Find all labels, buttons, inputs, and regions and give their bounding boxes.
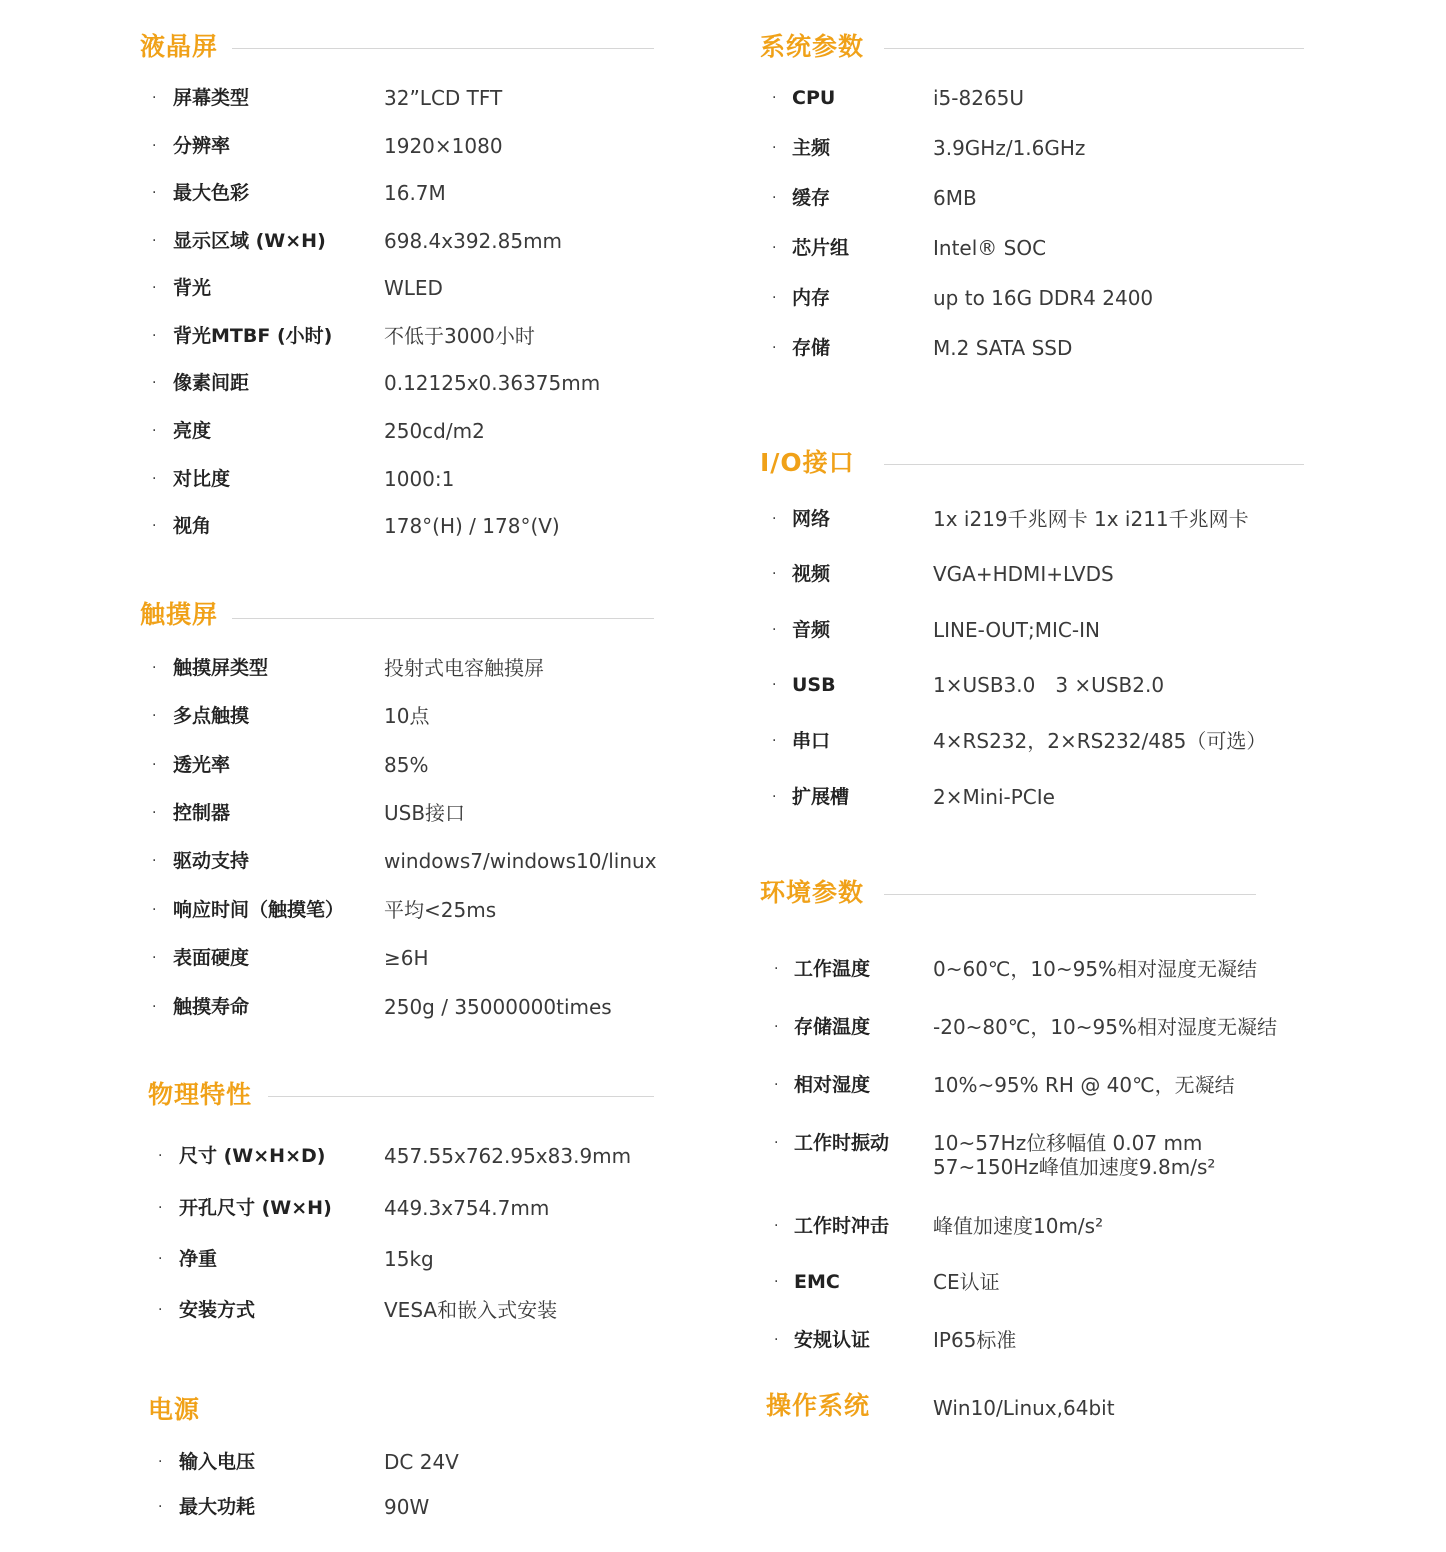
spec-label: 存储 <box>792 337 831 359</box>
spec-label: 驱动支持 <box>173 850 250 872</box>
spec-value: ≥6H <box>384 946 429 970</box>
spec-value: 1x i219千兆网卡 1x i211千兆网卡 <box>933 507 1249 531</box>
bullet: · <box>152 90 157 106</box>
spec-label: 背光MTBF (小时) <box>173 325 333 347</box>
spec-label: 尺寸 (W×H×D) <box>179 1145 326 1167</box>
section-title-io: I/O接口 <box>760 448 855 477</box>
bullet: · <box>772 566 777 582</box>
spec-value: VESA和嵌入式安装 <box>384 1298 558 1322</box>
spec-label: 缓存 <box>792 187 831 209</box>
spec-label: CPU <box>792 87 836 109</box>
spec-value: VGA+HDMI+LVDS <box>933 562 1114 586</box>
spec-label: 扩展槽 <box>792 786 850 808</box>
bullet: · <box>152 138 157 154</box>
spec-label: EMC <box>794 1271 840 1293</box>
bullet: · <box>158 1200 163 1216</box>
spec-label: 输入电压 <box>179 1451 256 1473</box>
spec-value: -20~80℃，10~95%相对湿度无凝结 <box>933 1015 1277 1039</box>
bullet: · <box>772 340 777 356</box>
spec-value: LINE-OUT;MIC-IN <box>933 618 1100 642</box>
spec-label: 工作温度 <box>794 958 871 980</box>
bullet: · <box>774 1135 779 1151</box>
spec-value: windows7/windows10/linux <box>384 849 657 873</box>
bullet: · <box>772 622 777 638</box>
spec-value: 15kg <box>384 1247 434 1271</box>
spec-label: 控制器 <box>173 802 231 824</box>
spec-label: 芯片组 <box>792 237 850 259</box>
spec-label: 串口 <box>792 730 831 752</box>
spec-label: 内存 <box>792 287 831 309</box>
spec-label: 最大功耗 <box>179 1496 256 1518</box>
spec-value: 1×USB3.0 3 ×USB2.0 <box>933 673 1165 697</box>
spec-label: 开孔尺寸 (W×H) <box>179 1197 332 1219</box>
spec-value: 10%~95% RH @ 40℃，无凝结 <box>933 1073 1235 1097</box>
spec-value: 449.3x754.7mm <box>384 1196 550 1220</box>
spec-label: 相对湿度 <box>794 1074 871 1096</box>
bullet: · <box>774 961 779 977</box>
spec-value: 85% <box>384 753 429 777</box>
spec-value: 250cd/m2 <box>384 419 485 443</box>
spec-value: 投射式电容触摸屏 <box>384 656 544 680</box>
bullet: · <box>152 328 157 344</box>
section-divider <box>884 464 1304 465</box>
section-divider <box>232 618 654 619</box>
spec-value: 3.9GHz/1.6GHz <box>933 136 1086 160</box>
bullet: · <box>158 1499 163 1515</box>
spec-label: 响应时间（触摸笔） <box>173 899 345 921</box>
spec-value-line2: 57~150Hz峰值加速度9.8m/s² <box>933 1155 1216 1179</box>
section-title-lcd: 液晶屏 <box>140 32 219 61</box>
bullet: · <box>774 1077 779 1093</box>
bullet: · <box>774 1332 779 1348</box>
spec-value: 峰值加速度10m/s² <box>933 1214 1104 1238</box>
spec-value: 2×Mini-PCIe <box>933 785 1055 809</box>
spec-value: 平均<25ms <box>384 898 497 922</box>
spec-label: 表面硬度 <box>173 947 250 969</box>
section-title-os: 操作系统 <box>766 1391 871 1420</box>
spec-label: 安规认证 <box>794 1329 871 1351</box>
spec-label: 视频 <box>792 563 831 585</box>
bullet: · <box>152 423 157 439</box>
spec-value: 16.7M <box>384 181 446 205</box>
spec-label: 视角 <box>173 515 212 537</box>
bullet: · <box>152 518 157 534</box>
bullet: · <box>152 805 157 821</box>
bullet: · <box>158 1251 163 1267</box>
bullet: · <box>158 1454 163 1470</box>
spec-value: 178°(H) / 178°(V) <box>384 514 560 538</box>
spec-value: 不低于3000小时 <box>384 324 535 348</box>
bullet: · <box>152 185 157 201</box>
bullet: · <box>772 240 777 256</box>
spec-label: 主频 <box>792 137 831 159</box>
bullet: · <box>152 902 157 918</box>
section-divider <box>884 894 1256 895</box>
spec-value: 698.4x392.85mm <box>384 229 563 253</box>
spec-label: 最大色彩 <box>173 182 250 204</box>
bullet: · <box>158 1302 163 1318</box>
section-title-env: 环境参数 <box>760 878 865 907</box>
spec-value: 10~57Hz位移幅值 0.07 mm <box>933 1131 1203 1155</box>
spec-value: Intel® SOC <box>933 236 1047 260</box>
bullet: · <box>152 757 157 773</box>
spec-value: WLED <box>384 276 443 300</box>
section-title-physical: 物理特性 <box>148 1080 253 1109</box>
spec-value: up to 16G DDR4 2400 <box>933 286 1154 310</box>
spec-value: 90W <box>384 1495 430 1519</box>
bullet: · <box>772 733 777 749</box>
spec-label: 透光率 <box>173 754 231 776</box>
spec-label: 显示区域 (W×H) <box>173 230 326 252</box>
bullet: · <box>772 290 777 306</box>
section-divider <box>884 48 1304 49</box>
bullet: · <box>158 1148 163 1164</box>
spec-value: 1000:1 <box>384 467 455 491</box>
spec-label: 音频 <box>792 619 831 641</box>
spec-label: 对比度 <box>173 468 231 490</box>
os-value: Win10/Linux,64bit <box>933 1396 1115 1420</box>
spec-label: 网络 <box>792 508 831 530</box>
spec-label: 屏幕类型 <box>173 87 250 109</box>
spec-value: DC 24V <box>384 1450 459 1474</box>
bullet: · <box>772 90 777 106</box>
spec-value: 4×RS232，2×RS232/485（可选） <box>933 729 1267 753</box>
spec-label: 多点触摸 <box>173 705 250 727</box>
bullet: · <box>774 1274 779 1290</box>
section-title-system: 系统参数 <box>760 32 865 61</box>
bullet: · <box>152 233 157 249</box>
spec-label: 存储温度 <box>794 1016 871 1038</box>
bullet: · <box>152 999 157 1015</box>
bullet: · <box>774 1019 779 1035</box>
spec-label: 触摸屏类型 <box>173 657 269 679</box>
spec-value: i5-8265U <box>933 86 1025 110</box>
spec-label: 工作时振动 <box>794 1132 890 1154</box>
bullet: · <box>152 375 157 391</box>
spec-label: 分辨率 <box>173 135 231 157</box>
spec-value: 0.12125x0.36375mm <box>384 371 601 395</box>
spec-value: 10点 <box>384 704 430 728</box>
bullet: · <box>152 708 157 724</box>
spec-label: 工作时冲击 <box>794 1215 890 1237</box>
spec-value: 457.55x762.95x83.9mm <box>384 1144 632 1168</box>
bullet: · <box>152 660 157 676</box>
bullet: · <box>772 190 777 206</box>
bullet: · <box>152 280 157 296</box>
bullet: · <box>772 511 777 527</box>
spec-value: 1920×1080 <box>384 134 503 158</box>
section-title-touch: 触摸屏 <box>140 600 219 629</box>
bullet: · <box>772 677 777 693</box>
bullet: · <box>152 853 157 869</box>
bullet: · <box>772 789 777 805</box>
spec-value: CE认证 <box>933 1270 1000 1294</box>
spec-value: 6MB <box>933 186 977 210</box>
spec-value: IP65标准 <box>933 1328 1017 1352</box>
section-divider <box>268 1096 654 1097</box>
section-title-power: 电源 <box>148 1395 201 1424</box>
spec-label: USB <box>792 674 836 696</box>
bullet: · <box>774 1218 779 1234</box>
spec-label: 净重 <box>179 1248 218 1270</box>
bullet: · <box>152 950 157 966</box>
spec-label: 安装方式 <box>179 1299 256 1321</box>
spec-label: 触摸寿命 <box>173 996 250 1018</box>
spec-value: USB接口 <box>384 801 466 825</box>
spec-label: 像素间距 <box>173 372 250 394</box>
bullet: · <box>772 140 777 156</box>
spec-label: 背光 <box>173 277 212 299</box>
section-divider <box>232 48 654 49</box>
spec-value: 32”LCD TFT <box>384 86 503 110</box>
spec-value: 0~60℃，10~95%相对湿度无凝结 <box>933 957 1258 981</box>
bullet: · <box>152 471 157 487</box>
spec-value: 250g / 35000000times <box>384 995 612 1019</box>
spec-value: M.2 SATA SSD <box>933 336 1073 360</box>
spec-label: 亮度 <box>173 420 212 442</box>
